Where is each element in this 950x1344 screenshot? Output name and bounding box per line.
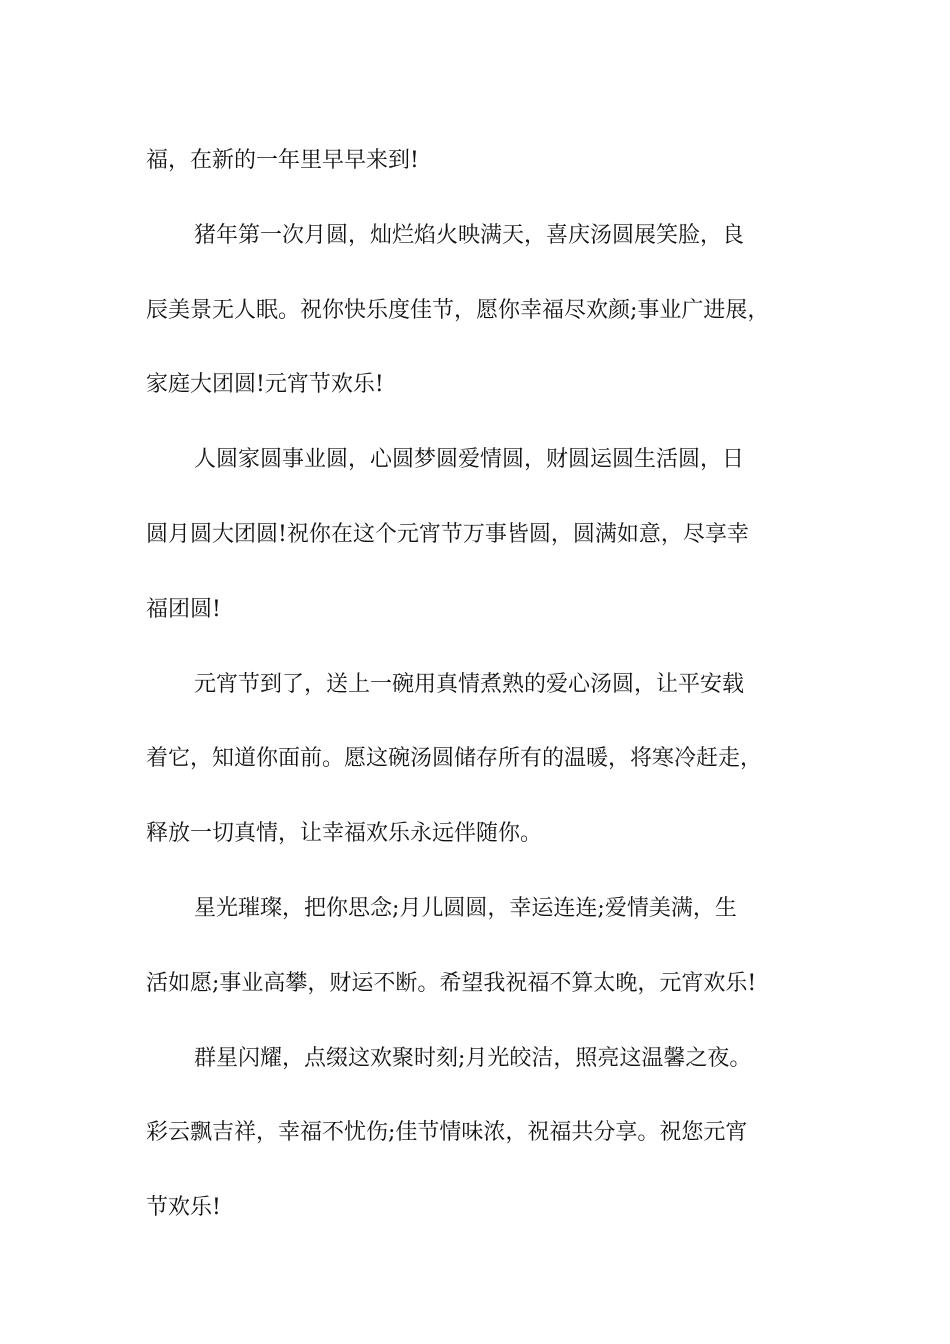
paragraph-5 (146, 872, 818, 1022)
text-line: 星光璀璨，把你思念;月儿圆圆，幸运连连;爱情美满，生 (194, 895, 737, 921)
text-line: 节欢乐! (146, 1195, 221, 1221)
text-line: 家庭大团圆!元宵节欢乐! (146, 372, 384, 398)
text-line: 人圆家圆事业圆，心圆梦圆爱情圆，财圆运圆生活圆，日 (194, 447, 745, 473)
text-line: 释放一切真情，让幸福欢乐永远伴随你。 (146, 821, 543, 847)
paragraph-3 (146, 423, 818, 647)
text-line: 辰美景无人眠。祝你快乐度佳节，愿你幸福尽欢颜;事业广进展， (146, 297, 770, 323)
paragraph-6 (146, 1022, 818, 1246)
text-line: 活如愿;事业高攀，财运不断。希望我祝福不算太晚，元宵欢乐! (146, 970, 757, 996)
paragraph-1 (146, 124, 818, 199)
text-line: 猪年第一次月圆，灿烂焰火映满天，喜庆汤圆展笑脸，良 (194, 222, 745, 248)
text-line: 着它，知道你面前。愿这碗汤圆储存所有的温暖，将寒冷赶走， (146, 746, 763, 772)
text-line: 彩云飘吉祥，幸福不忧伤;佳节情味浓，祝福共分享。祝您元宵 (146, 1120, 748, 1146)
document-body (146, 124, 818, 1246)
paragraph-2 (146, 199, 818, 423)
text-line: 群星闪耀，点缀这欢聚时刻;月光皎洁，照亮这温馨之夜。 (194, 1045, 752, 1071)
paragraph-4 (146, 648, 818, 872)
text-line: 圆月圆大团圆!祝你在这个元宵节万事皆圆，圆满如意，尽享幸 (146, 521, 749, 547)
text-line: 福，在新的一年里早早来到! (146, 148, 419, 173)
text-line: 福团圆! (146, 596, 221, 622)
text-line: 元宵节到了，送上一碗用真情煮熟的爱心汤圆，让平安载 (194, 671, 745, 697)
